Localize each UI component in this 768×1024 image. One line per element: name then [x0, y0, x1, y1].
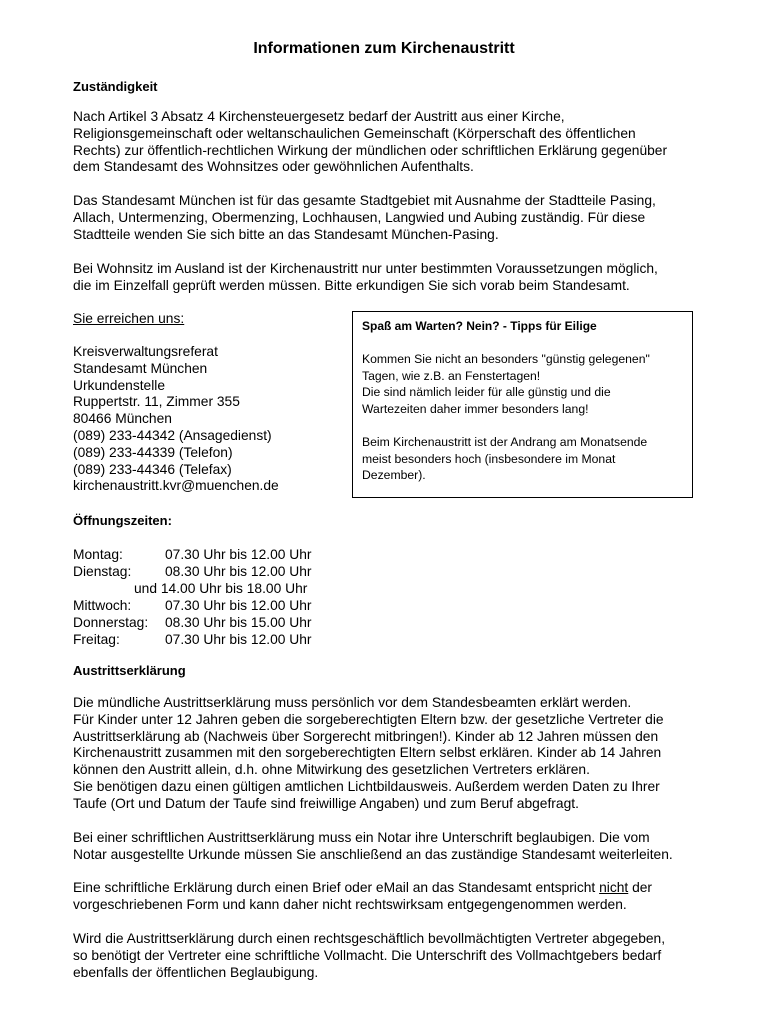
tips-paragraph-2 — [362, 434, 647, 484]
text-span: Eine schriftliche Erklärung durch einen Brief oder eMail an das Standesamt entspricht — [73, 880, 600, 895]
text-line: Religionsgemeinschaft oder weltanschaulichen Gemeinschaft (Körperschaft des öffentlichen — [73, 125, 636, 141]
text-line: können den Austritt allein, d.h. ohne Mitwirkung des gesetzlichen Vertreters erklären. — [73, 762, 590, 778]
hours-time: und 14.00 Uhr bis 18.00 Uhr — [134, 581, 308, 596]
tips-line: Kommen Sie nicht an besonders "günstig gelegenen" — [362, 352, 650, 366]
tips-line: Die sind nämlich leider für alle günstig und die — [362, 385, 611, 399]
tips-line: meist besonders hoch (insbesondere im Monat — [362, 451, 616, 466]
paragraph-austritt-3 — [73, 880, 652, 914]
hours-day: Mittwoch: — [73, 598, 132, 613]
emphasis-not: nicht — [599, 880, 629, 895]
tips-line: Beim Kirchenaustritt ist der Andrang am Monatsende — [362, 435, 648, 449]
text-line: Bei einer schriftlichen Austrittserklärung muss ein Notar ihre Unterschrift beglaubigen. Die vom — [73, 830, 650, 845]
hours-day: Donnerstag: — [73, 615, 149, 630]
contact-fax: (089) 233-44346 (Telefax) — [73, 461, 232, 477]
text-line: Bei Wohnsitz im Ausland ist der Kirchenaustritt nur unter bestimmten Voraussetzungen möglich, — [73, 261, 658, 276]
contact-heading: Sie erreichen uns: — [73, 311, 185, 326]
contact-line: Urkundenstelle — [73, 377, 166, 393]
hours-time: 08.30 Uhr bis 15.00 Uhr — [165, 615, 312, 630]
text-line: Austrittserklärung ab (Nachweis über Sorgerecht mitbringen!). Kinder ab 12 Jahren müssen den — [73, 728, 659, 744]
text-line — [73, 880, 652, 897]
section-heading-austrittserklaerung: Austrittserklärung — [73, 663, 186, 678]
text-line: Kirchenaustritt zusammen mit den sorgeberechtigten Eltern selbst erklären. Kinder ab 14 Jahren — [73, 745, 662, 761]
page-title: Informationen zum Kirchenaustritt — [253, 40, 515, 57]
section-heading-zustaendigkeit: Zuständigkeit — [73, 79, 158, 94]
text-line: Allach, Untermenzing, Obermenzing, Lochhausen, Langwied und Aubing zuständig. Für diese — [73, 209, 646, 225]
text-line: Nach Artikel 3 Absatz 4 Kirchensteuergesetz bedarf der Austritt aus einer Kirche, — [73, 109, 565, 124]
contact-address — [73, 344, 279, 495]
tips-line: Dezember). — [362, 468, 426, 482]
contact-line: Kreisverwaltungsreferat — [73, 344, 218, 359]
hours-time: 07.30 Uhr bis 12.00 Uhr — [165, 632, 312, 647]
text-line: Rechts) zur öffentlich-rechtlichen Wirkung der mündlichen oder schriftlichen Erklärung gegenüber — [73, 142, 668, 158]
paragraph-austritt-1 — [73, 695, 664, 813]
contact-phone: (089) 233-44342 (Ansagedienst) — [73, 427, 272, 443]
text-line: Sie benötigen dazu einen gültigen amtlichen Lichtbildausweis. Außerdem werden Daten zu Ihrer — [73, 778, 660, 794]
contact-line: 80466 München — [73, 411, 172, 427]
text-line: ebenfalls der öffentlichen Beglaubigung. — [73, 964, 319, 980]
paragraph-zustaendigkeit-3 — [73, 261, 658, 295]
text-line: Für Kinder unter 12 Jahren geben die sorgeberechtigten Eltern bzw. der gesetzliche Vertreter die — [73, 711, 664, 727]
hours-day: Freitag: — [73, 632, 120, 647]
hours-time: 07.30 Uhr bis 12.00 Uhr — [165, 598, 312, 613]
text-line: Stadtteile wenden Sie sich bitte an das Standesamt München-Pasing. — [73, 226, 499, 242]
hours-time: 08.30 Uhr bis 12.00 Uhr — [165, 564, 312, 579]
text-line: Taufe (Ort und Datum der Taufe sind freiwillige Angaben) und zum Beruf abgefragt. — [73, 795, 579, 811]
paragraph-zustaendigkeit-1 — [73, 109, 667, 176]
paragraph-zustaendigkeit-2 — [73, 193, 656, 243]
text-line: dem Standesamt des Wohnsitzes oder gewöhnlichen Aufenthalts. — [73, 159, 474, 175]
tips-heading: Spaß am Warten? Nein? - Tipps für Eilige — [362, 319, 597, 333]
text-line: vorgeschriebenen Form und kann daher nicht rechtswirksam entgegengenommen werden. — [73, 896, 627, 912]
text-line: Das Standesamt München ist für das gesamte Stadtgebiet mit Ausnahme der Stadtteile Pasing, — [73, 193, 656, 208]
paragraph-austritt-4 — [73, 931, 665, 981]
text-line: Notar ausgestellte Urkunde müssen Sie anschließend an das zuständige Standesamt weiterleiten. — [73, 846, 673, 862]
contact-line: Ruppertstr. 11, Zimmer 355 — [73, 394, 240, 410]
tips-line: Tagen, wie z.B. an Fenstertagen! — [362, 368, 541, 383]
contact-line: Standesamt München — [73, 360, 208, 376]
tips-line: Wartezeiten daher immer besonders lang! — [362, 401, 589, 416]
text-line: die im Einzelfall geprüft werden müssen. Bitte erkundigen Sie sich vorab beim Standesamt. — [73, 277, 630, 293]
text-line: Die mündliche Austrittserklärung muss persönlich vor dem Standesbeamten erklärt werden. — [73, 695, 632, 710]
section-heading-oeffnungszeiten: Öffnungszeiten: — [73, 513, 172, 528]
contact-phone: (089) 233-44339 (Telefon) — [73, 444, 233, 460]
text-span: der — [628, 880, 653, 895]
text-line: so benötigt der Vertreter eine schriftliche Vollmacht. Die Unterschrift des Vollmachtgebers bedarf — [73, 947, 662, 963]
hours-time: 07.30 Uhr bis 12.00 Uhr — [165, 547, 312, 562]
hours-day: Dienstag: — [73, 564, 132, 579]
hours-day: Montag: — [73, 547, 123, 562]
paragraph-austritt-2 — [73, 830, 673, 864]
tips-paragraph-1 — [362, 351, 650, 417]
contact-email[interactable]: kirchenaustritt.kvr@muenchen.de — [73, 478, 279, 494]
text-line: Wird die Austrittserklärung durch einen rechtsgeschäftlich bevollmächtigten Vertreter abgegeben, — [73, 931, 666, 946]
